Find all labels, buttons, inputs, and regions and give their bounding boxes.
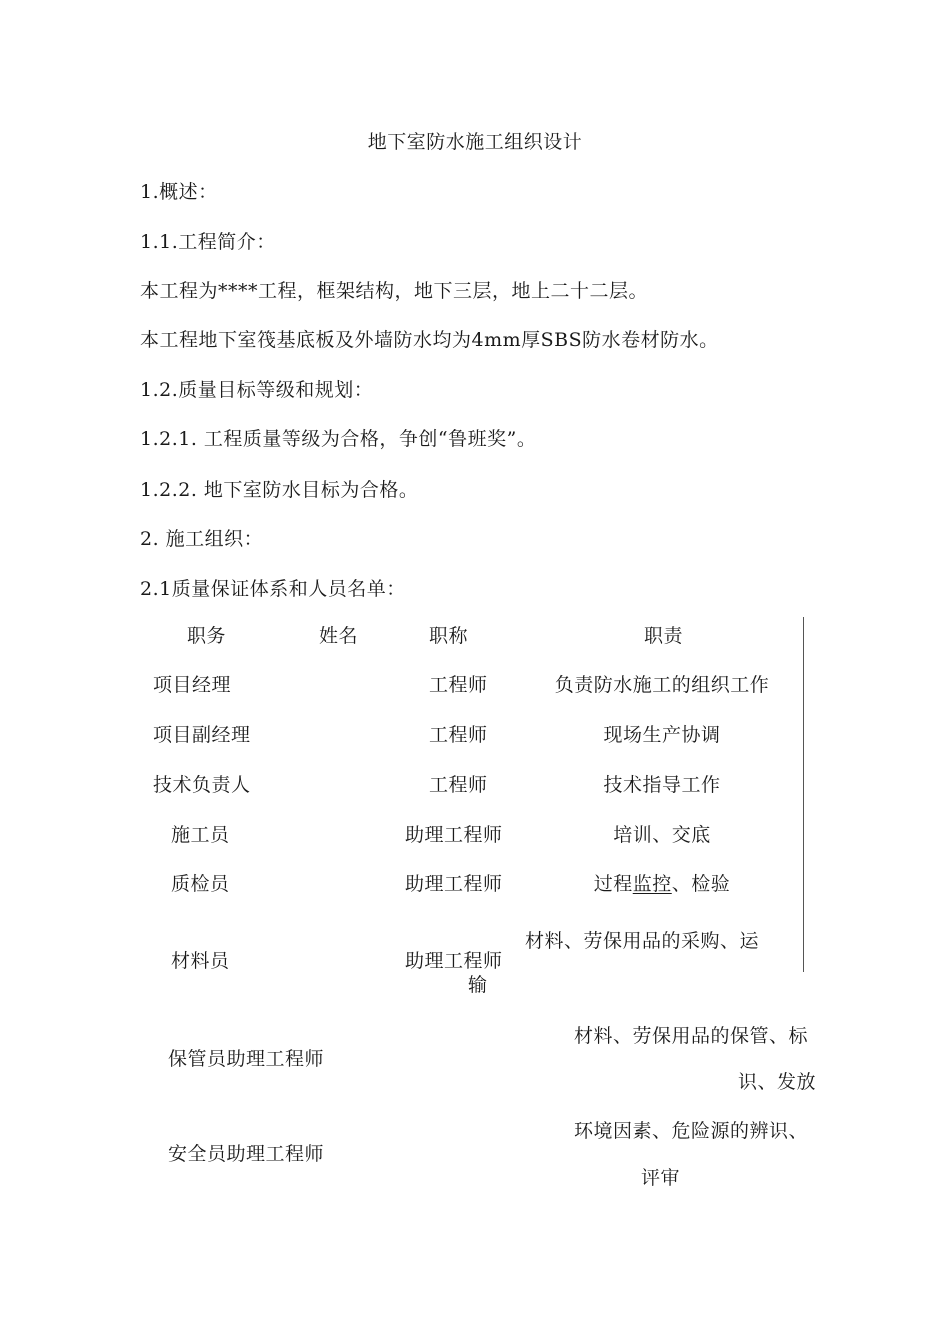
- table-cell-role: 施工员: [171, 824, 230, 846]
- section-heading-quality-system: 2.1质量保证体系和人员名单：: [140, 578, 406, 600]
- page-title: 地下室防水施工组织设计: [367, 131, 583, 153]
- duty-text-process: 过程: [593, 873, 633, 895]
- table-header-duty: 职责: [644, 625, 684, 647]
- table-cell-title: 工程师: [429, 774, 488, 796]
- paragraph-waterproofing: 本工程地下室筏基底板及外墙防水均为4mm厚SBS防水卷材防水。: [140, 329, 719, 351]
- table-cell-duty-line2: 输: [468, 974, 488, 996]
- duty-text-inspection: 、检验: [671, 873, 731, 895]
- table-cell-title: 助理工程师: [405, 950, 503, 972]
- table-cell-title: 助理工程师: [405, 873, 503, 895]
- table-cell-title: 工程师: [429, 724, 488, 746]
- table-cell-role: 技术负责人: [153, 774, 251, 796]
- table-cell-role-title: 安全员助理工程师: [168, 1143, 325, 1165]
- table-cell-duty: 培训、交底: [613, 824, 711, 846]
- section-heading-project-intro: 1.1.工程简介：: [140, 231, 276, 253]
- table-cell-duty: 负责防水施工的组织工作: [554, 674, 770, 696]
- table-cell-role-title: 保管员助理工程师: [168, 1048, 325, 1070]
- paragraph-quality-grade: 1.2.1. 工程质量等级为合格，争创“鲁班奖”。: [140, 428, 537, 450]
- table-cell-title: 助理工程师: [405, 824, 503, 846]
- table-cell-role: 材料员: [171, 950, 230, 972]
- table-header-role: 职务: [187, 625, 227, 647]
- table-cell-duty: 现场生产协调: [603, 724, 721, 746]
- table-cell-duty-line1: 材料、劳保用品的采购、运: [525, 930, 760, 952]
- paragraph-structure: 本工程为****工程，框架结构，地下三层，地上二十二层。: [140, 280, 649, 302]
- duty-text-monitoring-underlined: 监控: [632, 873, 672, 895]
- table-cell-duty-line2: 评审: [641, 1167, 681, 1189]
- section-heading-organization: 2. 施工组织：: [140, 528, 264, 550]
- table-header-name: 姓名: [319, 625, 359, 647]
- table-cell-duty: 技术指导工作: [603, 774, 721, 796]
- table-cell-title: 工程师: [429, 674, 488, 696]
- table-cell-duty-line1: 环境因素、危险源的辨识、: [574, 1120, 809, 1142]
- paragraph-basement-target: 1.2.2. 地下室防水目标为合格。: [140, 479, 419, 501]
- table-cell-duty: [527, 872, 797, 896]
- table-vertical-rule: [803, 617, 804, 972]
- section-heading-quality-goals: 1.2.质量目标等级和规划：: [140, 379, 374, 401]
- table-cell-duty-line1: 材料、劳保用品的保管、标: [574, 1025, 809, 1047]
- table-cell-role: 项目副经理: [153, 724, 251, 746]
- section-heading-overview: 1.概述：: [140, 181, 218, 203]
- table-cell-duty-line2: 识、发放: [738, 1071, 817, 1093]
- table-cell-role: 项目经理: [153, 674, 232, 696]
- table-header-title: 职称: [429, 625, 469, 647]
- table-cell-role: 质检员: [171, 873, 230, 895]
